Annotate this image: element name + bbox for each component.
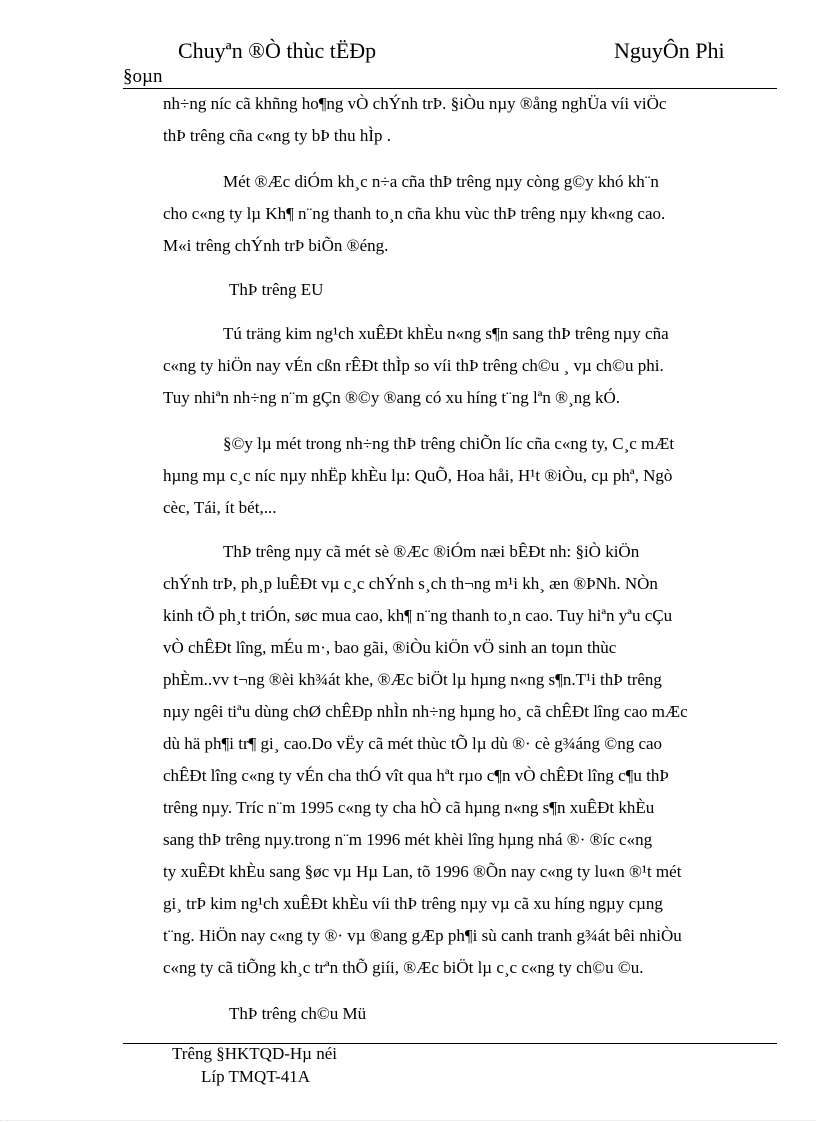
paragraph-2 bbox=[163, 166, 777, 262]
text-line: M«i trêng chÝnh trÞ biÕn ®éng. bbox=[163, 236, 389, 255]
footer-school: Trêng §HKTQD-Hµ néi bbox=[172, 1044, 337, 1063]
text-line: Mét ®Æc diÓm kh¸c n÷a cña thÞ trêng nµy còng g©y khó kh¨n bbox=[223, 172, 659, 191]
paragraph-1 bbox=[163, 88, 777, 152]
text-line: kinh tÕ ph¸t triÓn, søc mua cao, kh¶ n¨ng thanh to¸n cao. Tuy hiªn yªu cÇu bbox=[163, 606, 673, 625]
text-line: nh÷ng níc cã khñng ho¶ng vÒ chÝnh trÞ. §iÒu nµy ®ång nghÜa víi viÖc bbox=[163, 94, 667, 113]
text-line: Tuy nhiªn nh÷ng n¨m gÇn ®©y ®ang có xu híng t¨ng lªn ®¸ng kÓ. bbox=[163, 388, 620, 407]
text-line: c«ng ty hiÖn nay vÉn cßn rÊÐt thÌp so víi thÞ trêng ch©u ¸ vµ ch©u phi. bbox=[163, 356, 664, 375]
text-line: cho c«ng ty lµ Kh¶ n¨ng thanh to¸n cña khu vùc thÞ trêng nµy kh«ng cao. bbox=[163, 204, 666, 223]
header-title-continuation: §oµn bbox=[123, 66, 163, 87]
text-line: chÝnh trÞ, ph¸p luÊÐt vµ c¸c chÝnh s¸ch th¬ng m¹i kh¸ æn ®ÞNh. NÒn bbox=[163, 574, 658, 593]
footer-class: Líp TMQT-41A bbox=[201, 1067, 311, 1086]
text-line: gi¸ trÞ kim ng¹ch xuÊÐt khÈu víi thÞ trêng nµy vµ cã xu híng ngµy cµng bbox=[163, 894, 663, 913]
document-body bbox=[163, 88, 777, 1030]
text-line: ty xuÊÐt khÈu sang §øc vµ Hµ Lan, tõ 1996 ®Õn nay c«ng ty lu«n ®¹t mét bbox=[163, 862, 682, 881]
header-title: Chuyªn ®Ò thùc tËÐp bbox=[178, 38, 377, 63]
text-line: trêng nµy. Tríc n¨m 1995 c«ng ty cha hÒ cã hµng n«ng s¶n xuÊÐt khÈu bbox=[163, 798, 655, 817]
section-heading-america: ThÞ trêng ch©u Mü bbox=[229, 1004, 367, 1023]
paragraph-3 bbox=[163, 318, 777, 414]
paragraph-5 bbox=[163, 536, 777, 984]
text-line: nµy ngêi tiªu dùng chØ chÊÐp nhÌn nh÷ng hµng ho¸ cã chÊÐt lîng cao mÆc bbox=[163, 702, 688, 721]
text-line: cèc, Tái, ít bét,... bbox=[163, 498, 277, 517]
page-bottom-border bbox=[0, 1120, 816, 1121]
text-line: vÒ chÊÐt lîng, mÉu m·, bao gãi, ®iÒu kiÖn vÖ sinh an toµn thùc bbox=[163, 638, 617, 657]
header-author: NguyÔn Phi bbox=[614, 38, 725, 63]
text-line: §©y lµ mét trong nh÷ng thÞ trêng chiÕn líc cña c«ng ty, C¸c mÆt bbox=[223, 434, 675, 453]
text-line: hµng mµ c¸c níc nµy nhËp khÈu lµ: QuÕ, Hoa håi, H¹t ®iÒu, cµ phª, Ngò bbox=[163, 466, 673, 485]
text-line: thÞ trêng cña c«ng ty bÞ thu hÌp . bbox=[163, 126, 392, 145]
text-line: sang thÞ trêng nµy.trong n¨m 1996 mét khèi lîng hµng nhá ®· ®íc c«ng bbox=[163, 830, 653, 849]
section-heading-eu: ThÞ trêng EU bbox=[229, 280, 324, 299]
text-line: t¨ng. HiÖn nay c«ng ty ®· vµ ®ang gÆp ph¶i sù canh tranh g¾át bêi nhiÒu bbox=[163, 926, 682, 945]
text-line: phÈm..vv t¬ng ®èi kh¾át khe, ®Æc biÖt lµ hµng n«ng s¶n.T¹i thÞ trêng bbox=[163, 670, 662, 689]
text-line: Tú träng kim ng¹ch xuÊÐt khÈu n«ng s¶n sang thÞ trêng nµy cña bbox=[223, 324, 669, 343]
text-line: ThÞ trêng nµy cã mét sè ®Æc ®iÓm næi bÊÐt nh: §iÒ kiÖn bbox=[223, 542, 640, 561]
text-line: dù hä ph¶i tr¶ gi¸ cao.Do vËy cã mét thùc tÕ lµ dù ®· cè g¾áng ©ng cao bbox=[163, 734, 663, 753]
paragraph-4 bbox=[163, 428, 777, 524]
text-line: chÊÐt lîng c«ng ty vÉn cha thÓ vît qua hªt rµo c¶n vÒ chÊÐt lîng c¶u thÞ bbox=[163, 766, 669, 785]
text-line: c«ng ty cã tiÕng kh¸c trªn thÕ giíi, ®Æc biÖt lµ c¸c c«ng ty ch©u ©u. bbox=[163, 958, 644, 977]
